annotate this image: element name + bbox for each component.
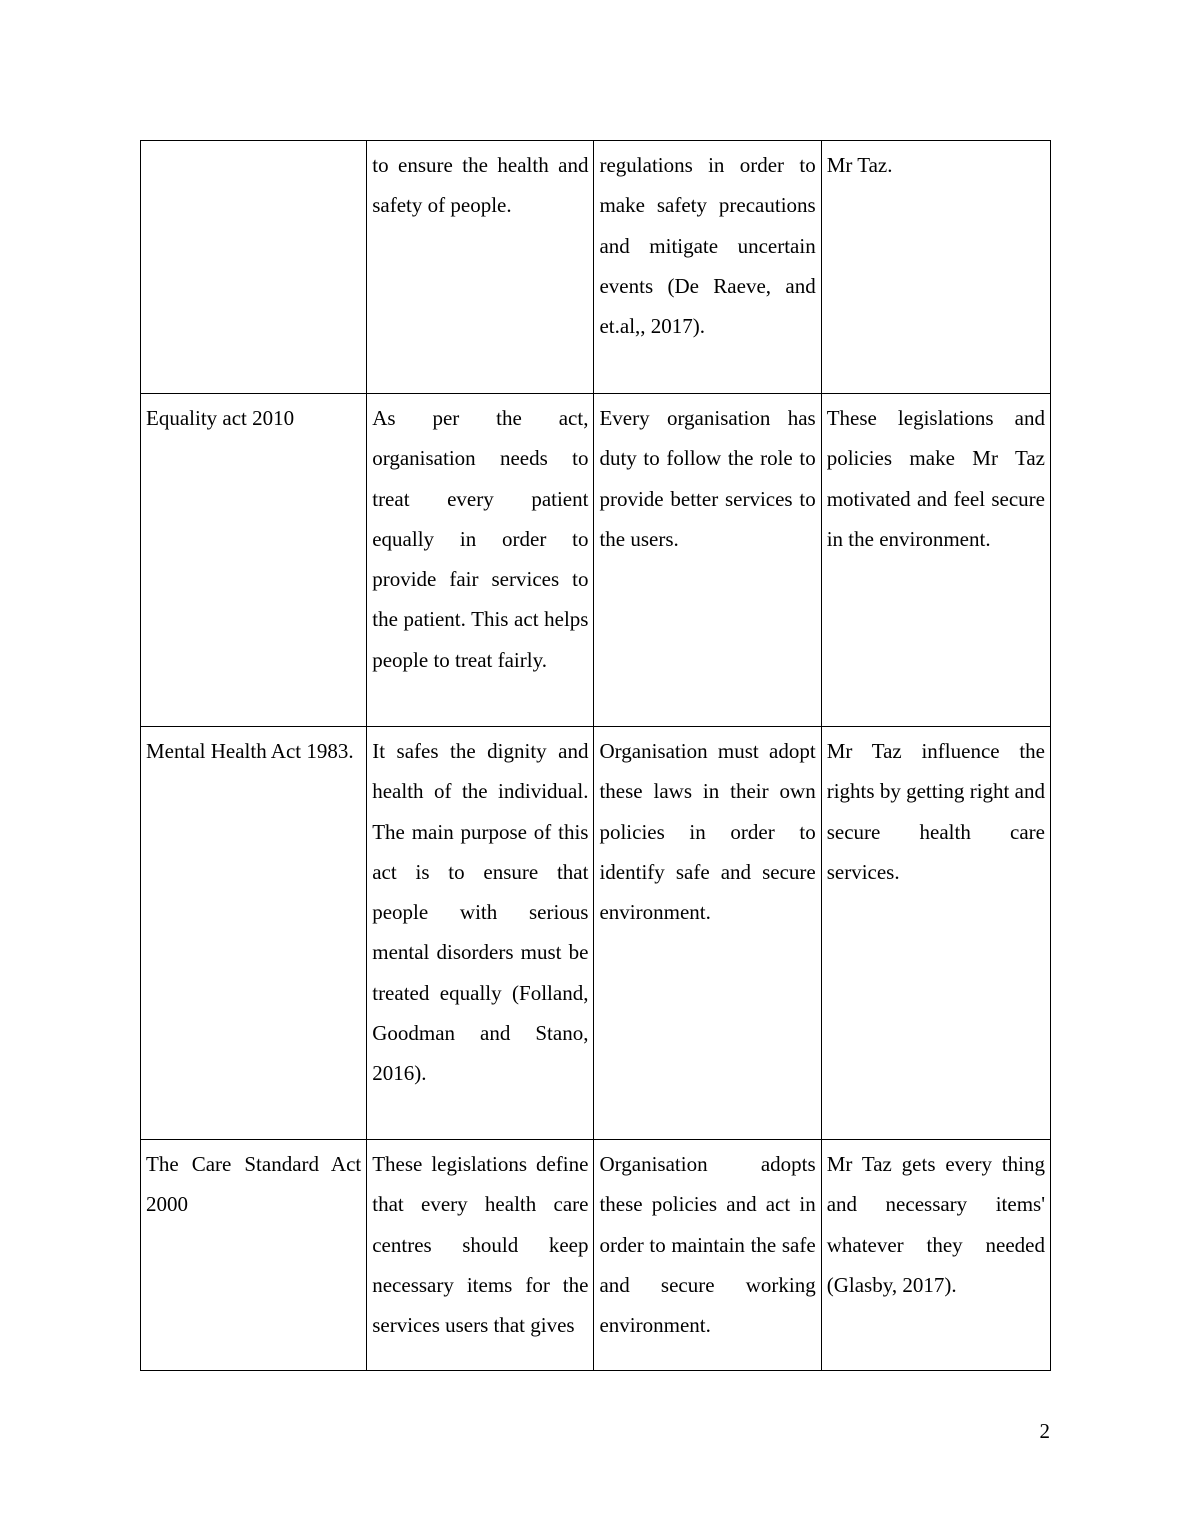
impact-cell: These legislations and policies make Mr Taz motivated and feel secure in the environment. bbox=[821, 394, 1050, 727]
impact-cell: Mr Taz. bbox=[821, 141, 1050, 394]
organisation-role-cell: regulations in order to make safety precautions and mitigate uncertain events (De Raeve, and et.al,, 2017). bbox=[594, 141, 821, 394]
legislation-cell: The Care Standard Act 2000 bbox=[141, 1140, 367, 1371]
organisation-role-cell: Organisation adopts these policies and act in order to maintain the safe and secure working environment. bbox=[594, 1140, 821, 1371]
table-row bbox=[141, 727, 1051, 1140]
description-cell: to ensure the health and safety of people. bbox=[367, 141, 594, 394]
legislation-cell: Equality act 2010 bbox=[141, 394, 367, 727]
organisation-role-cell: Organisation must adopt these laws in their own policies in order to identify safe and secure environment. bbox=[594, 727, 821, 1140]
legislation-cell bbox=[141, 141, 367, 394]
table-row bbox=[141, 1140, 1051, 1371]
description-cell: It safes the dignity and health of the individual. The main purpose of this act is to ensure that people with serious mental disorders must be treated equally (Folland, Goodman and Stano, 2016). bbox=[367, 727, 594, 1140]
impact-cell: Mr Taz influence the rights by getting right and secure health care services. bbox=[821, 727, 1050, 1140]
organisation-role-cell: Every organisation has duty to follow the role to provide better services to the users. bbox=[594, 394, 821, 727]
description-cell: These legislations define that every health care centres should keep necessary items for the services users that gives bbox=[367, 1140, 594, 1371]
page-number: 2 bbox=[1039, 1419, 1050, 1443]
impact-cell: Mr Taz gets every thing and necessary items' whatever they needed (Glasby, 2017). bbox=[821, 1140, 1050, 1371]
table-row bbox=[141, 141, 1051, 394]
table-row bbox=[141, 394, 1051, 727]
legislation-table bbox=[140, 140, 1051, 1371]
legislation-cell: Mental Health Act 1983. bbox=[141, 727, 367, 1140]
description-cell: As per the act, organisation needs to treat every patient equally in order to provide fair services to the patient. This act helps people to treat fairly. bbox=[367, 394, 594, 727]
